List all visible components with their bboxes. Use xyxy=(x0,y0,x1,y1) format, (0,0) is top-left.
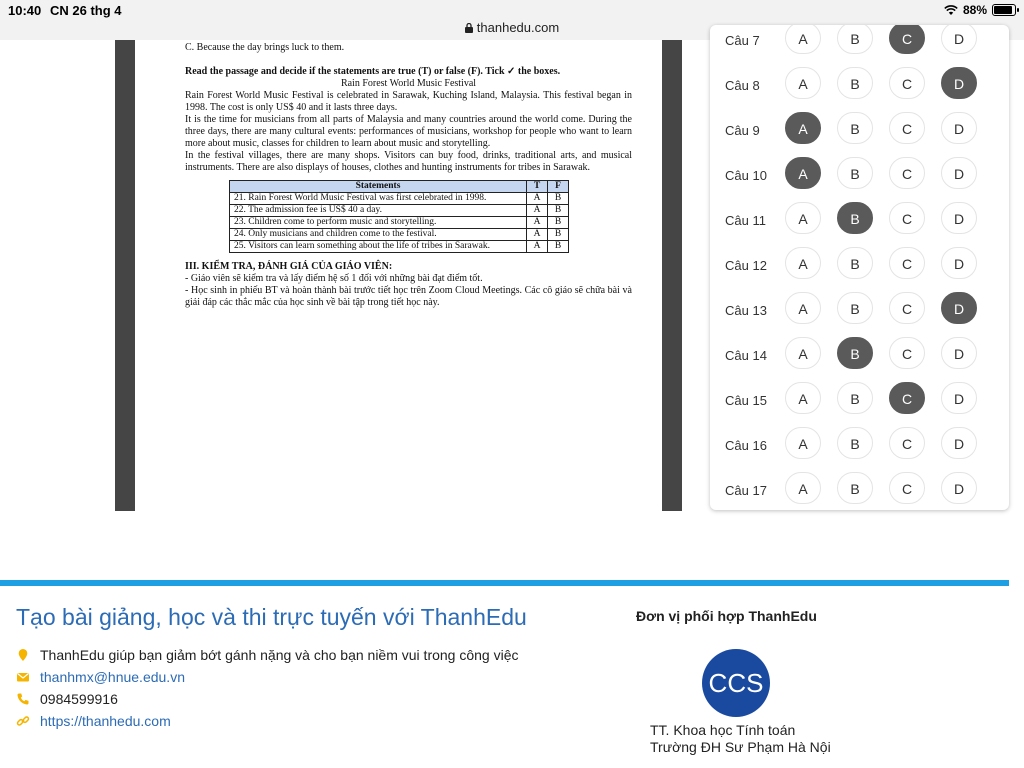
status-indicators xyxy=(944,3,1016,17)
statement-cell: 24. Only musicians and children come to the festival. xyxy=(230,229,527,241)
info-tagline xyxy=(16,647,519,663)
option-d-button[interactable]: D xyxy=(941,25,977,54)
option-c-button[interactable]: C xyxy=(889,472,925,504)
question-label: Câu 8 xyxy=(725,78,760,93)
email-icon xyxy=(16,670,30,684)
false-cell: B xyxy=(548,241,569,253)
passage-paragraph: In the festival villages, there are many shops. Visitors can buy food, drinks, traditional arts, and musical instruments. There are also displays of houses, clothes and hunting instruments for tribes in Sarawak. xyxy=(185,150,632,173)
option-d-button[interactable]: D xyxy=(941,337,977,369)
option-c-button[interactable]: C xyxy=(889,337,925,369)
option-b-button[interactable]: B xyxy=(837,427,873,459)
table-header-row xyxy=(230,181,569,193)
statement-cell: 21. Rain Forest World Music Festival was first celebrated in 1998. xyxy=(230,193,527,205)
question-label: Câu 10 xyxy=(725,168,767,183)
answer-sheet[interactable] xyxy=(710,25,1009,510)
statements-table xyxy=(229,180,569,253)
option-a-button[interactable]: A xyxy=(785,67,821,99)
question-label: Câu 12 xyxy=(725,258,767,273)
option-c-button[interactable]: C xyxy=(889,427,925,459)
option-c-button[interactable]: C xyxy=(889,247,925,279)
question-label: Câu 9 xyxy=(725,123,760,138)
option-b-button[interactable]: B xyxy=(837,292,873,324)
false-cell: B xyxy=(548,205,569,217)
table-header: F xyxy=(548,181,569,193)
table-row xyxy=(230,217,569,229)
option-a-button[interactable]: A xyxy=(785,25,821,54)
section-heading: III. KIỂM TRA, ĐÁNH GIÁ CỦA GIÁO VIÊN: xyxy=(185,261,393,272)
false-cell: B xyxy=(548,229,569,241)
option-d-button[interactable]: D xyxy=(941,382,977,414)
question-label: Câu 15 xyxy=(725,393,767,408)
option-d-button[interactable]: D xyxy=(941,157,977,189)
battery-icon xyxy=(992,4,1016,16)
option-d-button[interactable]: D xyxy=(941,292,977,324)
option-c-button[interactable]: C xyxy=(889,112,925,144)
website-link[interactable]: https://thanhedu.com xyxy=(40,713,171,729)
info-email xyxy=(16,669,185,685)
status-time: 10:40 xyxy=(8,3,42,18)
question-label: Câu 17 xyxy=(725,483,767,498)
question-label: Câu 7 xyxy=(725,33,760,48)
statement-cell: 23. Children come to perform music and storytelling. xyxy=(230,217,527,229)
partner-name xyxy=(650,722,831,756)
option-d-button[interactable]: D xyxy=(941,202,977,234)
passage-paragraph: Rain Forest World Music Festival is celebrated in Sarawak, Kuching Island, Malaysia. This festival began in 1998. The cost is only US$ 40 and it lasts three days. xyxy=(185,90,632,113)
table-row xyxy=(230,193,569,205)
info-website xyxy=(16,713,171,729)
link-icon xyxy=(16,714,30,728)
statement-cell: 22. The admission fee is US$ 40 a day. xyxy=(230,205,527,217)
false-cell: B xyxy=(548,217,569,229)
option-c-button[interactable]: C xyxy=(889,202,925,234)
question-label: Câu 11 xyxy=(725,213,766,228)
email-link[interactable]: thanhmx@hnue.edu.vn xyxy=(40,669,185,685)
option-d-button[interactable]: D xyxy=(941,472,977,504)
footer-divider xyxy=(0,580,1009,586)
doc-instruction: Read the passage and decide if the statements are true (T) or false (F). Tick ✓ the boxes. xyxy=(185,66,561,77)
ccs-logo: CCS xyxy=(702,649,770,717)
option-a-button[interactable]: A xyxy=(785,247,821,279)
question-row xyxy=(710,335,1009,380)
option-a-button[interactable]: A xyxy=(785,472,821,504)
true-cell: A xyxy=(527,229,548,241)
option-b-button[interactable]: B xyxy=(837,67,873,99)
false-cell: B xyxy=(548,193,569,205)
table-header: Statements xyxy=(230,181,527,193)
option-a-button[interactable]: A xyxy=(785,382,821,414)
question-label: Câu 14 xyxy=(725,348,767,363)
question-row xyxy=(710,380,1009,425)
option-d-button[interactable]: D xyxy=(941,112,977,144)
battery-percent: 88% xyxy=(962,3,987,17)
partner-line-2: Trường ĐH Sư Phạm Hà Nội xyxy=(650,739,831,755)
section-line: - Giáo viên sẽ kiểm tra và lấy điểm hệ số 1 đối với những bài đạt điểm tốt. xyxy=(185,273,483,284)
question-row xyxy=(710,200,1009,245)
passage-title: Rain Forest World Music Festival xyxy=(340,78,477,89)
option-b-button[interactable]: B xyxy=(837,25,873,54)
true-cell: A xyxy=(527,217,548,229)
pdf-viewer[interactable] xyxy=(115,40,682,511)
true-cell: A xyxy=(527,205,548,217)
option-b-button[interactable]: B xyxy=(837,247,873,279)
option-d-button[interactable]: D xyxy=(941,427,977,459)
option-b-button[interactable]: B xyxy=(837,157,873,189)
option-d-button[interactable]: D xyxy=(941,247,977,279)
partner-line-1: TT. Khoa học Tính toán xyxy=(650,722,796,738)
option-a-button[interactable]: A xyxy=(785,427,821,459)
true-cell: A xyxy=(527,193,548,205)
option-a-button[interactable]: A xyxy=(785,157,821,189)
question-row xyxy=(710,25,1009,65)
question-row xyxy=(710,155,1009,200)
statement-cell: 25. Visitors can learn something about the life of tribes in Sarawak. xyxy=(230,241,527,253)
question-row xyxy=(710,290,1009,335)
doc-top-line: C. Because the day brings luck to them. xyxy=(185,42,345,53)
info-phone xyxy=(16,691,118,707)
question-row xyxy=(710,470,1009,510)
true-cell: A xyxy=(527,241,548,253)
option-c-button[interactable]: C xyxy=(889,25,925,54)
option-c-button[interactable]: C xyxy=(889,157,925,189)
option-a-button[interactable]: A xyxy=(785,292,821,324)
option-a-button[interactable]: A xyxy=(785,337,821,369)
passage-paragraph: It is the time for musicians from all parts of Malaysia and many countries around the world come. During the three days, there are many cultural events: performances of musicians, workshop for people who want to learn more about music, classes for children to learn about music and storytelling. xyxy=(185,114,632,149)
option-b-button[interactable]: B xyxy=(837,472,873,504)
question-row xyxy=(710,425,1009,470)
status-date: CN 26 thg 4 xyxy=(50,3,122,18)
section-line: - Học sinh in phiếu BT và hoàn thành bài trước tiết học trên Zoom Cloud Meetings. Các cô giáo sẽ chữa bài và giải đáp các thắc mắc của học sinh về bài tập trong tiết học này. xyxy=(185,285,632,308)
table-row xyxy=(230,241,569,253)
option-a-button[interactable]: A xyxy=(785,202,821,234)
phone-text: 0984599916 xyxy=(40,691,118,707)
partner-title: Đơn vị phối hợp ThanhEdu xyxy=(636,608,817,624)
url-text: thanhedu.com xyxy=(476,20,560,35)
option-c-button[interactable]: C xyxy=(889,67,925,99)
option-b-button[interactable]: B xyxy=(837,382,873,414)
option-c-button[interactable]: C xyxy=(889,292,925,324)
table-row xyxy=(230,229,569,241)
question-row xyxy=(710,245,1009,290)
table-header: T xyxy=(527,181,548,193)
option-c-button[interactable]: C xyxy=(889,382,925,414)
phone-icon xyxy=(16,692,30,706)
question-label: Câu 16 xyxy=(725,438,767,453)
tagline-text: ThanhEdu giúp bạn giảm bớt gánh nặng và cho bạn niềm vui trong công việc xyxy=(40,647,519,663)
document-page xyxy=(135,40,662,511)
question-label: Câu 13 xyxy=(725,303,767,318)
lock-icon xyxy=(465,23,473,33)
footer-title: Tạo bài giảng, học và thi trực tuyến với ThanhEdu xyxy=(16,604,527,630)
option-b-button[interactable]: B xyxy=(837,337,873,369)
option-a-button[interactable]: A xyxy=(785,112,821,144)
option-d-button[interactable]: D xyxy=(941,67,977,99)
option-b-button[interactable]: B xyxy=(837,112,873,144)
wifi-icon xyxy=(944,5,958,16)
table-row xyxy=(230,205,569,217)
location-pin-icon xyxy=(16,648,30,662)
question-row xyxy=(710,110,1009,155)
question-row xyxy=(710,65,1009,110)
option-b-button[interactable]: B xyxy=(837,202,873,234)
